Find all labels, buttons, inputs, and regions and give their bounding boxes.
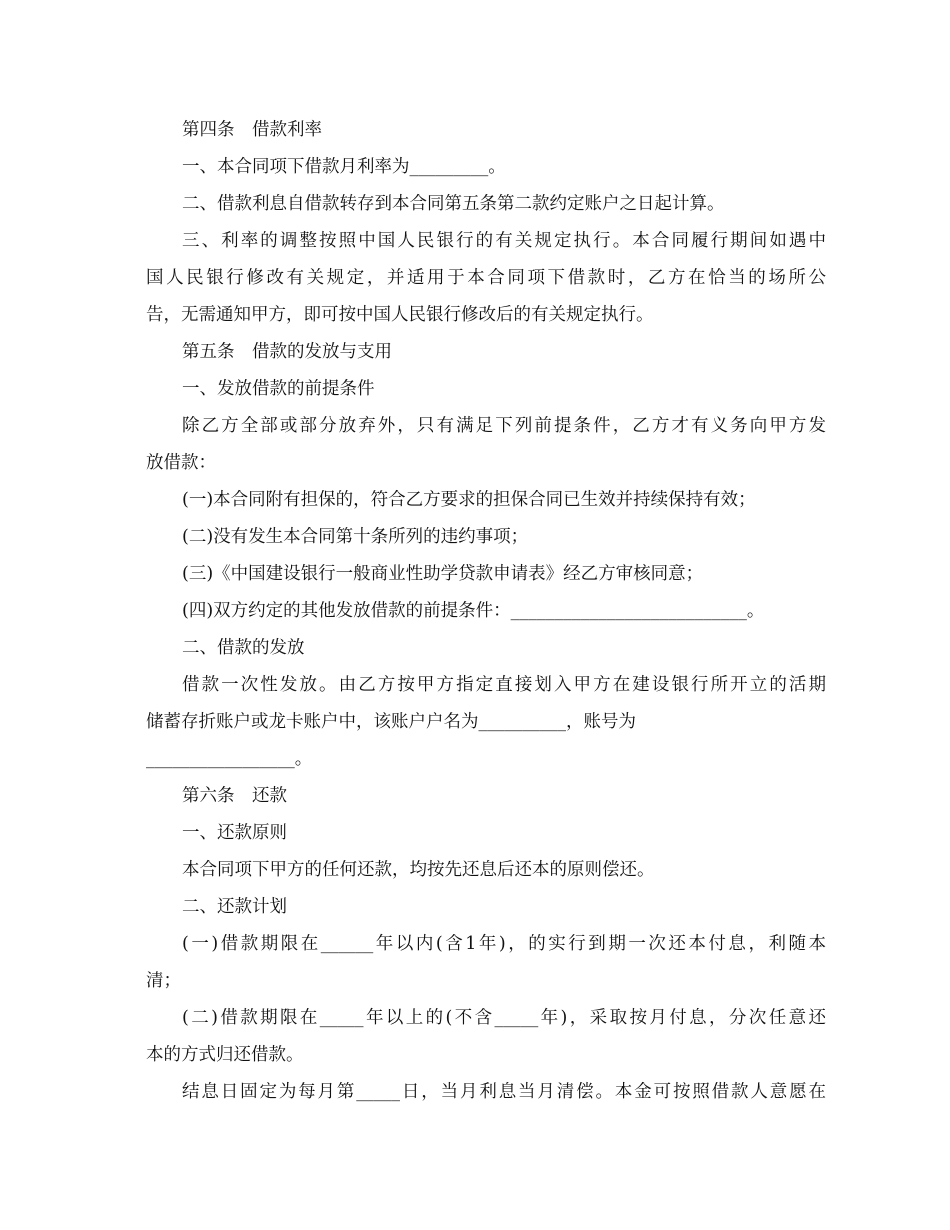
section-heading: 一、发放借款的前提条件 (182, 379, 375, 399)
article-4-heading: 第四条 借款利率 (182, 120, 322, 140)
paragraph-line: 结息日固定为每月第_____日，当月利息当月清偿。本金可按照借款人意愿在 (182, 1082, 826, 1102)
paragraph-line: 借款一次性发放。由乙方按甲方指定直接划入甲方在建设银行所开立的活期 (182, 675, 826, 695)
paragraph-line: 告，无需通知甲方，即可按中国人民银行修改后的有关规定执行。 (146, 305, 654, 325)
paragraph-line: 二、借款利息自借款转存到本合同第五条第二款约定账户之日起计算。 (182, 194, 725, 214)
list-item: (一)借款期限在______年以内(含1年)，的实行到期一次还本付息，利随本 (182, 934, 826, 954)
paragraph-line: 国人民银行修改有关规定，并适用于本合同项下借款时，乙方在恰当的场所公 (146, 268, 826, 288)
article-5-heading: 第五条 借款的发放与支用 (182, 342, 392, 362)
section-heading: 二、还款计划 (182, 897, 287, 917)
list-item: (一)本合同附有担保的，符合乙方要求的担保合同已生效并持续保持有效； (182, 490, 756, 510)
paragraph-line: 本的方式归还借款。 (146, 1045, 304, 1065)
list-item: (二)借款期限在_____年以上的(不含_____年)，采取按月付息，分次任意还 (182, 1008, 826, 1028)
paragraph-line: 放借款： (146, 453, 216, 473)
list-item: (二)没有发生本合同第十条所列的违约事项； (182, 527, 529, 547)
paragraph-line: 本合同项下甲方的任何还款，均按先还息后还本的原则偿还。 (182, 860, 655, 880)
paragraph-line: 除乙方全部或部分放弃外，只有满足下列前提条件，乙方才有义务向甲方发 (182, 416, 826, 436)
list-item: (四)双方约定的其他发放借款的前提条件：___________________________。 (182, 601, 765, 621)
paragraph-line: 储蓄存折账户或龙卡账户中，该账户户名为__________，账号为 (146, 712, 636, 732)
paragraph-line: 一、本合同项下借款月利率为_________。 (182, 157, 506, 177)
paragraph-line: 清； (146, 971, 181, 991)
paragraph-line: _________________。 (146, 749, 313, 769)
section-heading: 一、还款原则 (182, 823, 287, 843)
article-6-heading: 第六条 还款 (182, 786, 287, 806)
list-item: (三)《中国建设银行一般商业性助学贷款申请表》经乙方审核同意； (182, 564, 704, 584)
section-heading: 二、借款的发放 (182, 638, 305, 658)
paragraph-line: 三、利率的调整按照中国人民银行的有关规定执行。本合同履行期间如遇中 (182, 231, 826, 251)
